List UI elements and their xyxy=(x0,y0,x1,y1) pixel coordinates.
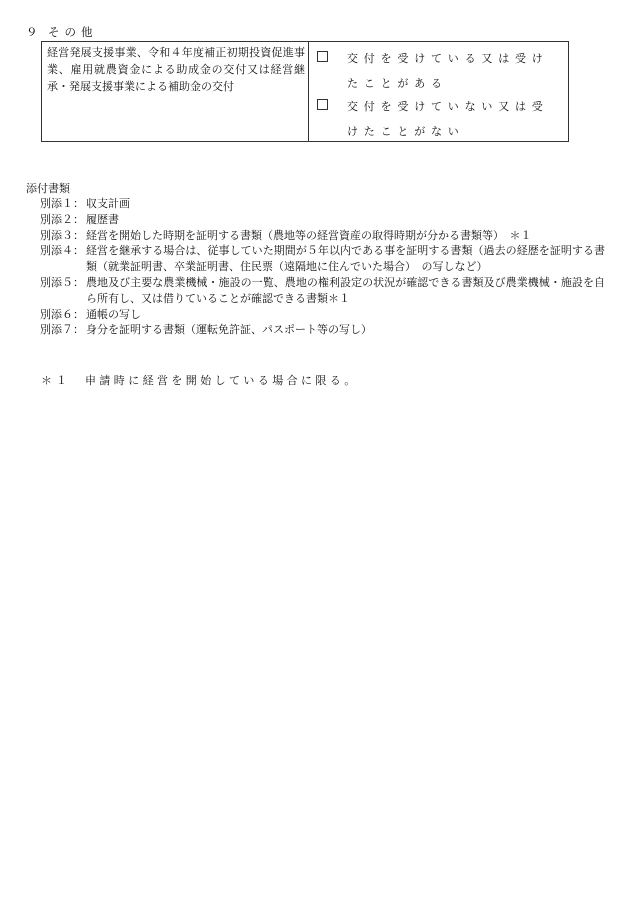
checkbox-not-received[interactable] xyxy=(317,99,328,110)
attachment-item xyxy=(40,275,605,307)
footnote-mark: ＊１ xyxy=(41,374,71,387)
section-title: その他 xyxy=(48,25,98,39)
attachment-item xyxy=(40,243,605,275)
attachment-item xyxy=(40,212,605,228)
attachment-text: 農地及び主要な農業機械・施設の一覧、農地の権利設定の状況が確認できる書類及び農業機械・施設を自ら所有し、又は借りていることが確認できる書類＊１ xyxy=(86,275,605,305)
footnote xyxy=(41,372,359,388)
attachment-label: 別添２： xyxy=(40,212,84,226)
attachments-heading: 添付書類 xyxy=(26,182,70,195)
attachment-text: 履歴書 xyxy=(86,212,119,226)
option-received[interactable] xyxy=(309,42,568,90)
attachment-label: 別添７： xyxy=(40,323,84,337)
attachment-label: 別添４： xyxy=(40,244,84,258)
subsidy-description: 経営発展支援事業、令和４年度補正初期投資促進事業、雇用就農資金による助成金の交付又は経営継承・発展支援事業による補助金の交付 xyxy=(47,46,305,93)
attachment-text: 経営を継承する場合は、従事していた期間が５年以内である事を証明する書類（過去の経歴を証明する書類（就業証明書、卒業証明書、住民票（遠隔地に住んでいた場合） の写しなど） xyxy=(86,244,605,274)
attachment-item xyxy=(40,196,605,212)
attachment-item xyxy=(40,322,605,338)
attachment-text: 身分を証明する書類（運転免許証、パスポート等の写し） xyxy=(86,323,372,337)
attachment-text: 収支計画 xyxy=(86,197,130,210)
section-number: ９ xyxy=(26,25,38,39)
attachments-list xyxy=(40,196,605,338)
subsidy-table xyxy=(41,41,569,142)
attachment-label: 別添５： xyxy=(40,275,84,289)
option-not-received-label: 交付を受けていない又は受けたことがない xyxy=(347,100,549,138)
attachment-label: 別添６： xyxy=(40,307,84,321)
attachment-item xyxy=(40,307,605,323)
options-cell xyxy=(309,42,569,142)
attachment-label: 別添１： xyxy=(40,197,84,210)
attachment-text: 経営を開始した時期を証明する書類（農地等の経営資産の取得時期が分かる書類等） ＊１ xyxy=(86,228,532,242)
option-received-label: 交付を受けている又は受けたことがある xyxy=(347,52,549,90)
attachment-text: 通帳の写し xyxy=(86,307,141,321)
attachment-label: 別添３： xyxy=(40,228,84,242)
attachment-item xyxy=(40,228,605,244)
footnote-text: 申請時に経営を開始している場合に限る。 xyxy=(85,374,359,387)
option-not-received[interactable] xyxy=(309,90,568,138)
subsidy-description-cell xyxy=(42,42,309,142)
checkbox-received[interactable] xyxy=(317,51,328,62)
section-heading xyxy=(26,24,98,40)
